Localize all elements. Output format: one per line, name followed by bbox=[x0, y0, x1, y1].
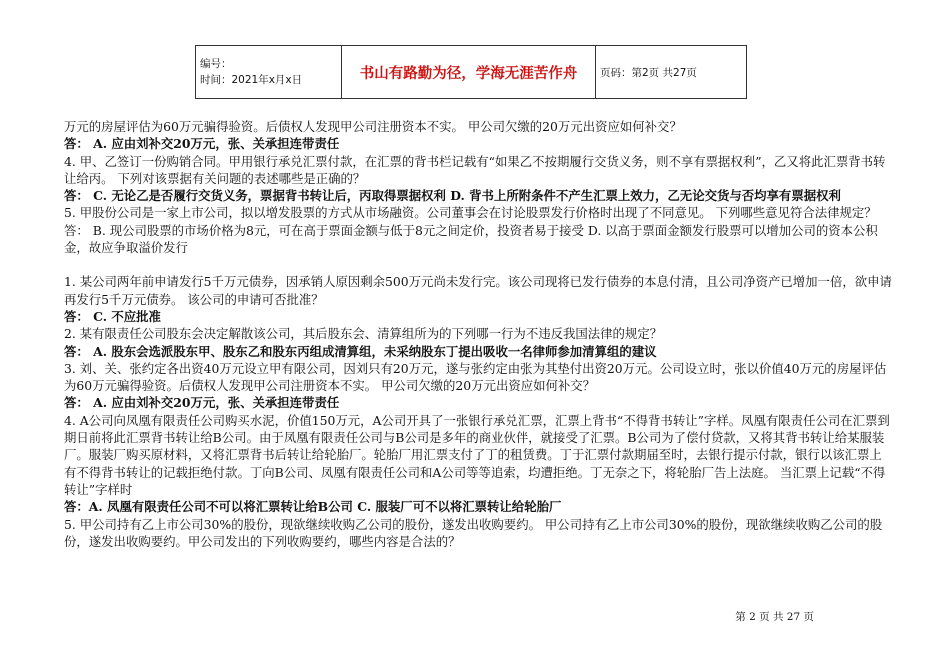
answer-paragraph: 答： A. 股东会选派股东甲、股东乙和股东丙组成清算组，未采纳股东丁提出吸收一名律师参加清算组的建议 bbox=[64, 343, 657, 359]
answer-paragraph: 答： C. 不应批准 bbox=[64, 308, 161, 324]
question-paragraph: 2. 某有限责任公司股东会决定解散该公司，其后股东会、清算组所为的下列哪一行为不违反我国法律的规定？ bbox=[64, 326, 663, 342]
header-time-label: 时间：2021年x月x日 bbox=[200, 74, 303, 86]
header-meta-cell bbox=[196, 46, 342, 99]
answer-paragraph: 答：A. 凤凰有限责任公司不可以将汇票转让给B公司 C. 服装厂可不以将汇票转让给轮胎厂 bbox=[64, 499, 562, 515]
question-paragraph: 4. 甲、乙签订一份购销合同。甲用银行承兑汇票付款，在汇票的背书栏记载有“如果乙不按期履行交货义务，则不享有票据权利”，乙又将此汇票背书转让给丙。 下列对该票据有关问题的表述哪些是正确的？ bbox=[64, 153, 886, 186]
document-body bbox=[64, 118, 892, 550]
question-paragraph: 4. A公司向凤凰有限责任公司购买水泥，价值150万元，A公司开具了一张银行承兑汇票，汇票上背书“不得背书转让”字样。凤凰有限责任公司在汇票到期日前将此汇票背书转让给B公司。由于凤凰有限责任公司与B公司是多年的商业伙伴，就接受了汇票。B公司为了偿付贷款，又将其背书转让给某服装厂。服装厂购买原材料，又将汇票背书后转让给轮胎厂。轮胎厂用汇票支付了丁的租赁费。丁于汇票付款期届至时，去银行提示付款，银行以该汇票上有不得背书转让的记载拒绝付款。丁向B公司、凤凰有限责任公司和A公司等等追索，均遭拒绝。丁无奈之下，将轮胎厂告上法庭。 当汇票上记载“不得转让”字样时 bbox=[64, 412, 890, 497]
header-motto: 书山有路勤为径，学海无涯苦作舟 bbox=[342, 46, 596, 99]
header-number-label: 编号： bbox=[200, 58, 232, 70]
page-header bbox=[195, 45, 747, 99]
header-page-label: 页码：第2页 共27页 bbox=[596, 46, 747, 99]
page-footer: 第 2 页 共 27 页 bbox=[735, 611, 814, 623]
answer-paragraph: 答： C. 无论乙是否履行交货义务，票据背书转让后，丙取得票据权利 D. 背书上所附条件不产生汇票上效力，乙无论交货与否均享有票据权利 bbox=[64, 188, 841, 204]
question-paragraph: 万元的房屋评估为60万元骗得验资。后债权人发现甲公司注册资本不实。 甲公司欠缴的20万元出资应如何补交？ bbox=[64, 119, 682, 134]
answer-paragraph: 答： A. 应由刘补交20万元，张、关承担连带责任 bbox=[64, 395, 340, 411]
question-paragraph: 5. 甲公司持有乙上市公司30%的股份，现欲继续收购乙公司的股份，遂发出收购要约。 甲公司持有乙上市公司30%的股份，现欲继续收购乙公司的股份，遂发出收购要约。甲公司发出的下列收购要约，哪些内容是合法的？ bbox=[64, 516, 883, 549]
answer-paragraph: 答： A. 应由刘补交20万元，张、关承担连带责任 bbox=[64, 136, 340, 152]
question-paragraph: 答： B. 现公司股票的市场价格为8元，可在高于票面金额与低于8元之间定价，投资者易于接受 D. 以高于票面金额发行股票可以增加公司的资本公积金，故应争取溢价发行 bbox=[64, 222, 878, 256]
question-paragraph: 3. 刘、关、张约定各出资40万元设立甲有限公司，因刘只有20万元，遂与张约定由张为其垫付出资20万元。公司设立时，张以价值40万元的房屋评估为60万元骗得验资。后债权人发现甲公司注册资本不实。 甲公司欠缴的20万元出资应如何补交？ bbox=[64, 360, 887, 394]
question-paragraph: 5. 甲股份公司是一家上市公司，拟以增发股票的方式从市场融资。公司董事会在讨论股票发行价格时出现了不同意见。 下列哪些意见符合法律规定？ bbox=[64, 205, 877, 221]
question-paragraph: 1. 某公司两年前申请发行5千万元债券，因承销人原因剩余500万元尚未发行完。该公司现将已发行债券的本息付清，且公司净资产已增加一倍，欲申请再发行5千万元债券。 该公司的申请可否批准？ bbox=[64, 274, 892, 307]
paragraph-spacer bbox=[64, 256, 892, 273]
